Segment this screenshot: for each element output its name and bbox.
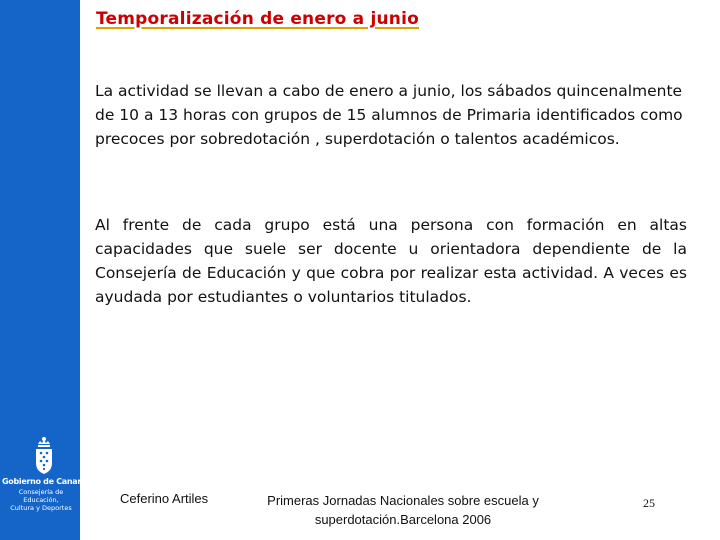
- logo-dept-line2: Cultura y Deportes: [10, 504, 72, 512]
- sidebar: [0, 0, 94, 540]
- logo-name: Gobierno de Canarias: [2, 477, 94, 486]
- slide-title: Temporalización de enero a junio: [96, 9, 419, 29]
- coat-of-arms-icon: [30, 436, 58, 476]
- logo-dept-line1: Consejería de Educación,: [18, 488, 64, 504]
- logo-department: [2, 488, 80, 512]
- paragraph-staff: Al frente de cada grupo está una persona con formación en altas capacidades que suele ser docente u orientadora dependiente de la Consejería de Educación y que cobra por realizar esta actividad. A veces es ayudada por estudiantes o voluntarios titulados.: [95, 216, 687, 306]
- footer-author: Ceferino Artiles: [120, 491, 209, 506]
- page-number: 25: [643, 496, 655, 510]
- paragraph-schedule: La actividad se llevan a cabo de enero a junio, los sábados quincenalmente de 10 a 13 horas con grupos de 15 alumnos de Primaria identificados como precoces por sobredotación , superdotación o talentos académicos.: [95, 82, 683, 148]
- footer-conference: Primeras Jornadas Nacionales sobre escuela y superdotación.Barcelona 2006: [267, 493, 539, 527]
